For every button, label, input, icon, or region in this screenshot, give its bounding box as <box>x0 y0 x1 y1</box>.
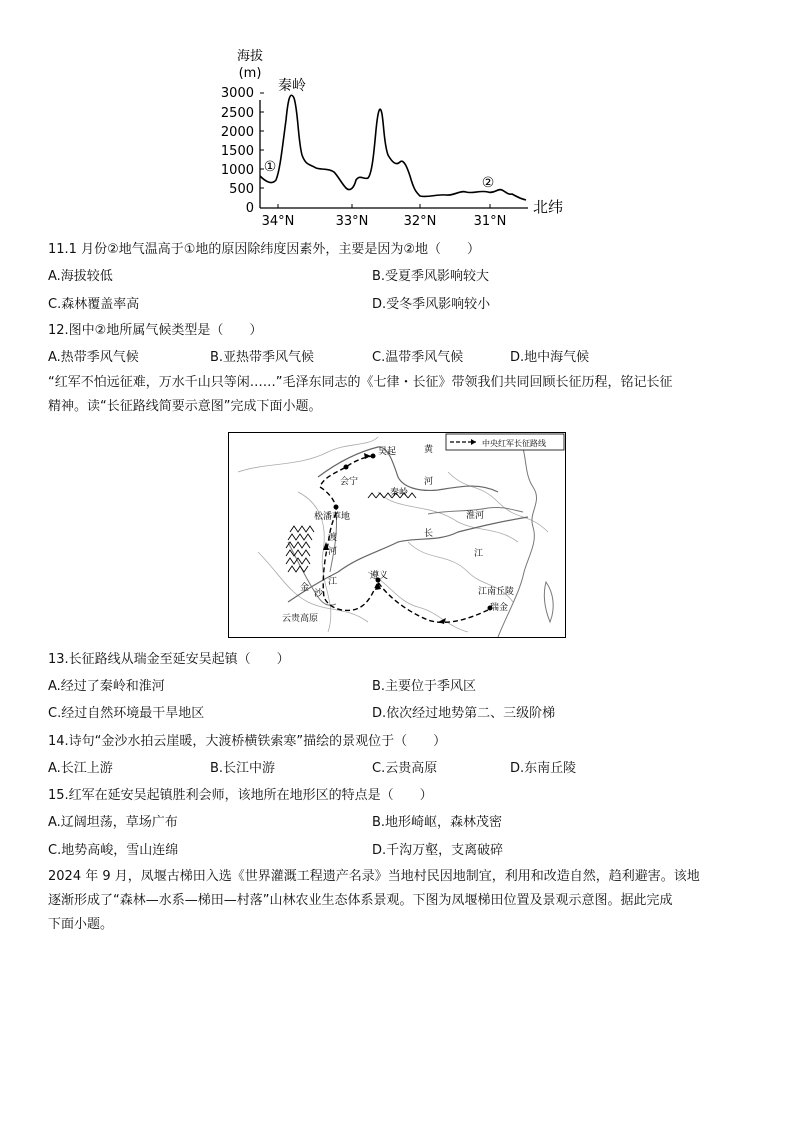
marker-2: ② <box>481 175 495 191</box>
label-ruijin: 瑞金 <box>490 603 509 613</box>
question-14-stem: 14.诗句“金沙水拍云崖暖，大渡桥横铁索寒”描绘的景观位于（ ） <box>48 734 447 749</box>
label-jiangnan: 江南丘陵 <box>478 587 515 597</box>
intro-line: 精神。读“长征路线简要示意图”完成下面小题。 <box>48 399 322 414</box>
y-ticks <box>221 86 254 216</box>
y-tick: 0 <box>245 201 254 216</box>
question-15-stem: 15.红军在延安吴起镇胜利会师，该地所在地形区的特点是（ ） <box>48 788 433 803</box>
q12-option-c[interactable]: C.温带季风气候 <box>372 350 464 365</box>
intro-line: 下面小题。 <box>48 917 114 932</box>
y-tick: 500 <box>229 182 254 197</box>
q11-option-d[interactable]: D.受冬季风影响较小 <box>372 297 491 312</box>
intro-line: 2024 年 9 月，凤堰古梯田入选《世界灌溉工程遗产名录》当地村民因地制宜，利用和改造自然，趋利避害。该地 <box>48 869 700 884</box>
q14-option-a[interactable]: A.长江上游 <box>48 761 113 776</box>
intro-line: “红军不怕远征难，万水千山只等闲……”毛泽东同志的《七律・长征》带领我们共同回顾长征历程，铭记长征 <box>48 375 673 390</box>
y-tick: 2000 <box>220 125 254 140</box>
label-jiang2: 江 <box>328 577 338 587</box>
q14-option-b[interactable]: B.长江中游 <box>210 761 276 776</box>
elevation-profile-chart <box>210 40 580 230</box>
q15-option-d[interactable]: D.千沟万壑，支离破碎 <box>372 843 504 858</box>
y-tick: 1000 <box>220 163 254 178</box>
q11-option-c[interactable]: C.森林覆盖率高 <box>48 297 140 312</box>
q13-option-a[interactable]: A.经过了秦岭和淮河 <box>48 679 165 694</box>
x-ticks <box>262 214 507 229</box>
q12-option-a[interactable]: A.热带季风气候 <box>48 350 139 365</box>
q15-option-c[interactable]: C.地势高峻，雪山连绵 <box>48 843 179 858</box>
label-songpan: 松潘草地 <box>314 512 351 522</box>
q11-option-a[interactable]: A.海拔较低 <box>48 269 113 284</box>
y-tick: 1500 <box>220 144 254 159</box>
q13-option-c[interactable]: C.经过自然环境最干旱地区 <box>48 706 205 721</box>
q14-option-c[interactable]: C.云贵高原 <box>372 761 438 776</box>
label-zunyi: 遵义 <box>370 571 389 581</box>
label-sha: 沙 <box>314 589 324 599</box>
label-huining: 会宁 <box>340 477 359 487</box>
question-12-stem: 12.图中②地所属气候类型是（ ） <box>48 323 263 338</box>
question-11-stem: 11.1 月份②地气温高于①地的原因除纬度因素外，主要是因为②地（ ） <box>48 242 481 257</box>
x-axis-unit: 北纬 <box>532 198 564 216</box>
label-huang: 黄 <box>424 445 434 455</box>
label-jin: 金 <box>300 583 310 593</box>
label-huaihe: 淮河 <box>466 511 485 521</box>
label-wuqi: 吴起 <box>378 447 397 457</box>
label-du: 渡 <box>328 533 338 543</box>
q13-option-d[interactable]: D.依次经过地势第二、三级阶梯 <box>372 706 556 721</box>
q14-option-d[interactable]: D.东南丘陵 <box>510 761 577 776</box>
intro-long-march <box>48 371 748 419</box>
label-yungui: 云贵高原 <box>282 614 319 624</box>
q11-option-b[interactable]: B.受夏季风影响较大 <box>372 269 490 284</box>
intro-fengyan-terraces <box>48 865 748 937</box>
x-tick: 34°N <box>261 214 295 229</box>
label-qinling: 秦岭 <box>390 488 409 498</box>
x-tick: 33°N <box>335 214 369 229</box>
q15-option-a[interactable]: A.辽阔坦荡，草场广布 <box>48 815 178 830</box>
x-tick: 31°N <box>473 214 507 229</box>
question-13-stem: 13.长征路线从瑞金至延安吴起镇（ ） <box>48 652 290 667</box>
intro-line: 逐渐形成了“森林—水系—梯田—村落”山林农业生态体系景观。下图为凤堰梯田位置及景观示意图。据此完成 <box>48 893 673 908</box>
q15-option-b[interactable]: B.地形崎岖，森林茂密 <box>372 815 503 830</box>
y-tick: 2500 <box>220 106 254 121</box>
y-axis-title: 海拔 <box>236 49 264 64</box>
x-tick: 32°N <box>403 214 437 229</box>
label-he: 河 <box>424 477 434 487</box>
y-tick: 3000 <box>220 86 254 101</box>
q13-option-b[interactable]: B.主要位于季风区 <box>372 679 477 694</box>
label-chang: 长 <box>424 529 434 539</box>
legend-label: 中央红军长征路线 <box>482 439 546 448</box>
label-he2: 河 <box>328 547 338 557</box>
y-axis-unit: (m) <box>238 66 262 81</box>
long-march-map <box>228 432 566 638</box>
q12-option-d[interactable]: D.地中海气候 <box>510 350 590 365</box>
qinling-peak-label: 秦岭 <box>278 78 306 94</box>
label-jiang: 江 <box>474 549 484 559</box>
marker-1: ① <box>263 159 277 175</box>
q12-option-b[interactable]: B.亚热带季风气候 <box>210 350 315 365</box>
